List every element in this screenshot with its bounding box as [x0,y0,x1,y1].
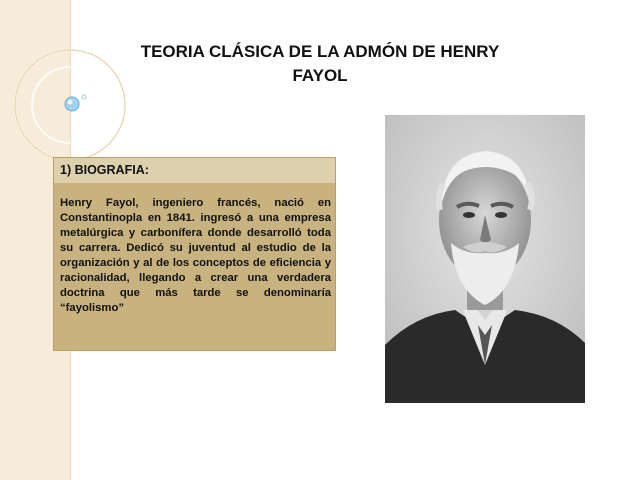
decorative-orb-icon [65,97,79,111]
portrait-photo-icon [385,115,585,403]
biography-heading: 1) BIOGRAFIA: [54,158,335,183]
title-line-1: TEORIA CLÁSICA DE LA ADMÓN DE HENRY [140,42,500,61]
title-line-2: FAYOL [292,66,348,85]
slide-title [110,40,530,88]
biography-text: Henry Fayol, ingeniero francés, nació en Constantinopla en 1841. ingresó a una empresa metalúrgica y carbonífera donde desarrolló toda su carrera. Dedicó su juventud al estudio de la organización y al de los conceptos de eficiencia y racionalidad, llegando a crear una verdadera doctrina que más tarde se denominaría “fayolismo” [60,197,331,314]
biography-box [53,157,336,351]
